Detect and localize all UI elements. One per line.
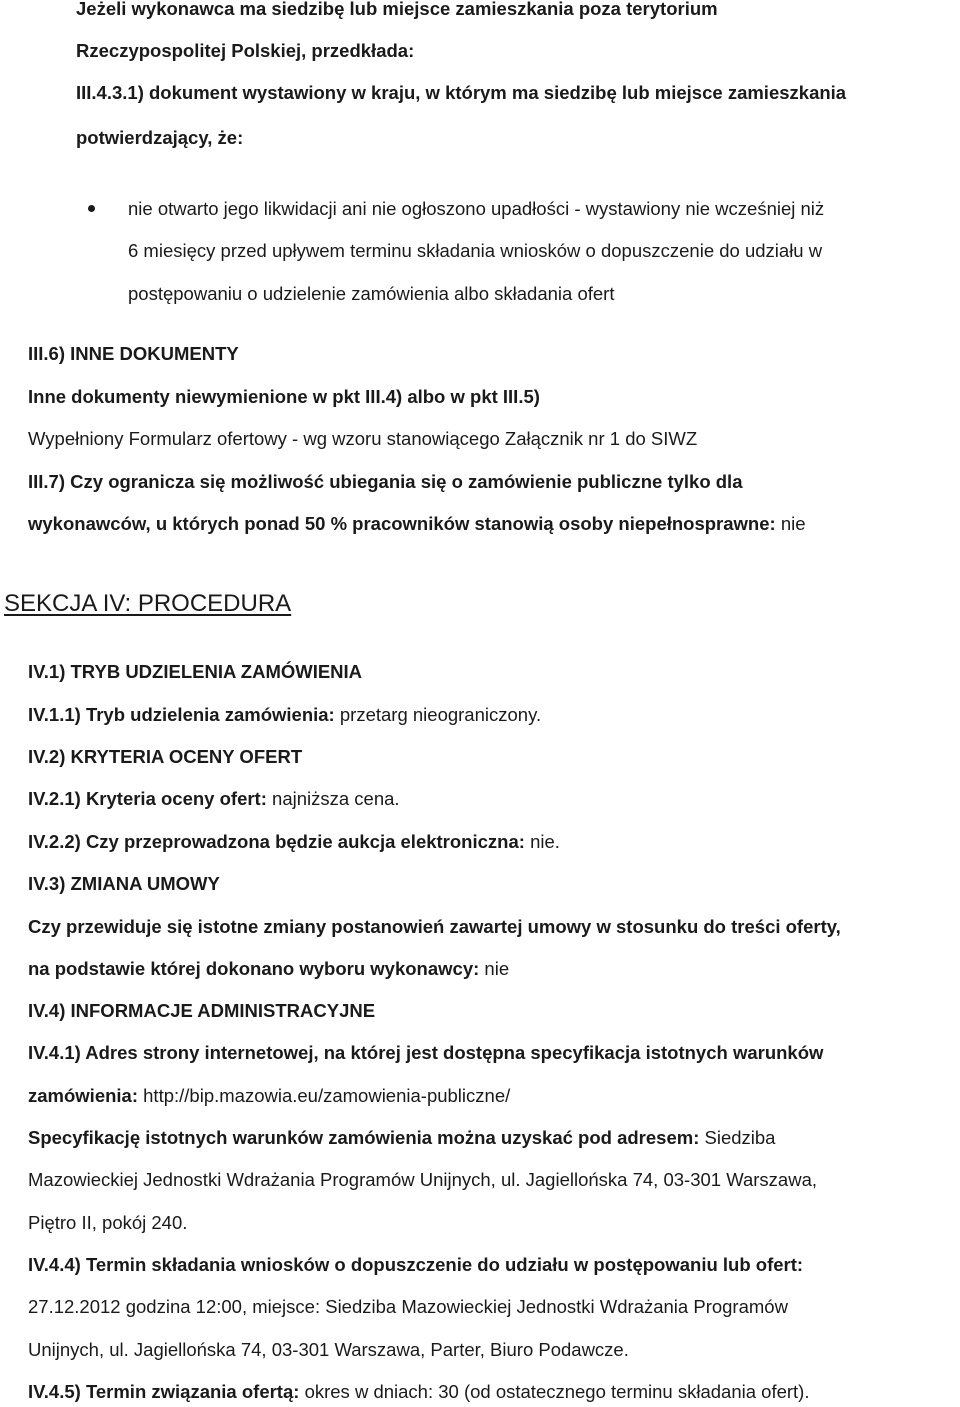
field-value: okres w dniach: 30 (od ostatecznego terminu składania ofert). <box>304 1381 810 1402</box>
field-iv41: IV.4.1) Adres strony internetowej, na której jest dostępna specyfikacja istotnych warunków <box>28 1042 824 1063</box>
field-label: zamówienia: <box>28 1085 138 1106</box>
spec-address-line <box>28 1127 775 1149</box>
field-value: najniższa cena. <box>272 788 400 809</box>
field-iv11 <box>28 704 541 726</box>
url-link[interactable]: http://bip.mazowia.eu/zamowienia-publiczne/ <box>143 1085 511 1106</box>
heading-iv2: IV.2) KRYTERIA OCENY OFERT <box>28 746 303 767</box>
text-line: 27.12.2012 godzina 12:00, miejsce: Siedziba Mazowieckiej Jednostki Wdrażania Programów <box>28 1296 788 1317</box>
text-line: potwierdzający, że: <box>76 127 244 148</box>
answer-value: nie <box>780 513 806 534</box>
question-text: wykonawców, u których ponad 50 % pracowników stanowią osoby niepełnosprawne: <box>28 513 776 534</box>
field-iv41-line2 <box>28 1085 510 1107</box>
question-iii7-line2 <box>28 513 806 535</box>
text-line: Mazowieckiej Jednostki Wdrażania Programów Unijnych, ul. Jagiellońska 74, 03-301 Warszawa, <box>28 1169 817 1190</box>
field-label: IV.2.1) Kryteria oceny ofert: <box>28 788 267 809</box>
text-line: Rzeczypospolitej Polskiej, przedkłada: <box>76 40 415 61</box>
question-text: na podstawie której dokonano wyboru wykonawcy: <box>28 958 480 979</box>
heading-iv1: IV.1) TRYB UDZIELENIA ZAMÓWIENIA <box>28 661 363 682</box>
field-value: Siedziba <box>704 1127 776 1148</box>
text-line: Unijnych, ul. Jagiellońska 74, 03-301 Warszawa, Parter, Biuro Podawcze. <box>28 1339 629 1360</box>
bullet-text-line: nie otwarto jego likwidacji ani nie ogłoszono upadłości - wystawiony nie wcześniej niż <box>128 198 825 219</box>
heading-iii6: III.6) INNE DOKUMENTY <box>28 343 239 364</box>
field-iv21 <box>28 788 400 810</box>
field-label: IV.2.2) Czy przeprowadzona będzie aukcja elektroniczna: <box>28 831 525 852</box>
field-label: Specyfikację istotnych warunków zamówienia można uzyskać pod adresem: <box>28 1127 700 1148</box>
text-line: Jeżeli wykonawca ma siedzibę lub miejsce zamieszkania poza terytorium <box>76 0 718 19</box>
text-line: Wypełniony Formularz ofertowy - wg wzoru stanowiącego Załącznik nr 1 do SIWZ <box>28 428 698 449</box>
field-value: nie. <box>530 831 560 852</box>
heading-iv4: IV.4) INFORMACJE ADMINISTRACYJNE <box>28 1000 376 1021</box>
field-label: IV.4.5) Termin związania ofertą: <box>28 1381 300 1402</box>
bullet-text-line: 6 miesięcy przed upływem terminu składania wniosków o dopuszczenie do udziału w <box>128 240 823 261</box>
heading-iv3: IV.3) ZMIANA UMOWY <box>28 873 220 894</box>
field-iv45 <box>28 1381 809 1403</box>
question-iv3: Czy przewiduje się istotne zmiany postanowień zawartej umowy w stosunku do treści oferty, <box>28 916 841 937</box>
field-value: przetarg nieograniczony. <box>339 704 542 725</box>
question-iv3-line2 <box>28 958 509 980</box>
bullet-text-line: postępowaniu o udzielenie zamówienia albo składania ofert <box>128 283 615 304</box>
text-line: Piętro II, pokój 240. <box>28 1212 188 1233</box>
text-line: III.4.3.1) dokument wystawiony w kraju, w którym ma siedzibę lub miejsce zamieszkania <box>76 82 847 103</box>
field-iv44: IV.4.4) Termin składania wniosków o dopuszczenie do udziału w postępowaniu lub ofert: <box>28 1254 804 1275</box>
field-iv22 <box>28 831 560 853</box>
question-iii7: III.7) Czy ogranicza się możliwość ubiegania się o zamówienie publiczne tylko dla <box>28 471 743 492</box>
field-label: IV.1.1) Tryb udzielenia zamówienia: <box>28 704 335 725</box>
subheading-iii6: Inne dokumenty niewymienione w pkt III.4) albo w pkt III.5) <box>28 386 540 407</box>
answer-value: nie <box>484 958 510 979</box>
bullet-icon <box>88 205 95 212</box>
section-title: SEKCJA IV: PROCEDURA <box>4 590 292 617</box>
